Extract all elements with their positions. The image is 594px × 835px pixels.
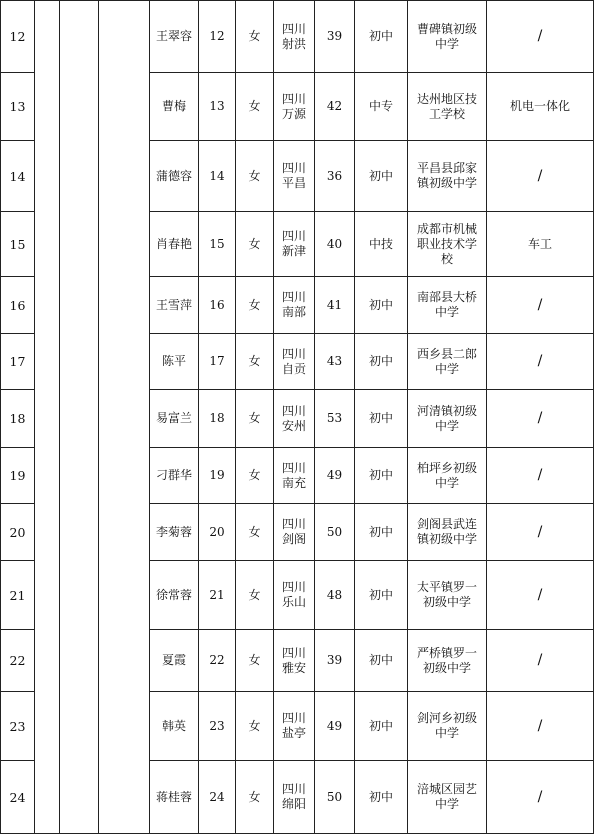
major-cell: / (487, 504, 594, 561)
major-cell: / (487, 390, 594, 448)
major-cell: / (487, 141, 594, 212)
education-cell: 初中 (355, 761, 408, 834)
row-index: 19 (1, 448, 35, 504)
origin-cell: 四川剑阁 (274, 504, 315, 561)
major-cell: 机电一体化 (487, 73, 594, 141)
row-index: 21 (1, 561, 35, 630)
school-cell: 达州地区技工学校 (408, 73, 487, 141)
name-cell: 夏霞 (150, 630, 199, 692)
name-cell: 韩英 (150, 692, 199, 761)
major-cell: / (487, 448, 594, 504)
gender-cell: 女 (236, 448, 274, 504)
major-cell: / (487, 561, 594, 630)
no-cell: 24 (199, 761, 236, 834)
major-cell: / (487, 1, 594, 73)
gender-cell: 女 (236, 334, 274, 390)
merged-cell (35, 1, 60, 834)
school-cell: 剑河乡初级中学 (408, 692, 487, 761)
school-cell: 柏坪乡初级中学 (408, 448, 487, 504)
age-cell: 43 (315, 334, 355, 390)
origin-cell: 四川南充 (274, 448, 315, 504)
age-cell: 53 (315, 390, 355, 448)
school-cell: 曹碑镇初级中学 (408, 1, 487, 73)
gender-cell: 女 (236, 212, 274, 277)
gender-cell: 女 (236, 1, 274, 73)
origin-cell: 四川平昌 (274, 141, 315, 212)
origin-cell: 四川安州 (274, 390, 315, 448)
gender-cell: 女 (236, 277, 274, 334)
no-cell: 15 (199, 212, 236, 277)
no-cell: 20 (199, 504, 236, 561)
gender-cell: 女 (236, 390, 274, 448)
gender-cell: 女 (236, 141, 274, 212)
age-cell: 41 (315, 277, 355, 334)
major-cell: 车工 (487, 212, 594, 277)
origin-cell: 四川万源 (274, 73, 315, 141)
row-index: 14 (1, 141, 35, 212)
name-cell: 易富兰 (150, 390, 199, 448)
school-cell: 剑阁县武连镇初级中学 (408, 504, 487, 561)
age-cell: 39 (315, 630, 355, 692)
gender-cell: 女 (236, 504, 274, 561)
origin-cell: 四川新津 (274, 212, 315, 277)
major-cell: / (487, 334, 594, 390)
origin-cell: 四川乐山 (274, 561, 315, 630)
school-cell: 严桥镇罗一初级中学 (408, 630, 487, 692)
row-index: 13 (1, 73, 35, 141)
education-cell: 中专 (355, 73, 408, 141)
row-index: 24 (1, 761, 35, 834)
name-cell: 王翠容 (150, 1, 199, 73)
education-cell: 初中 (355, 448, 408, 504)
major-cell: / (487, 692, 594, 761)
name-cell: 蒲德容 (150, 141, 199, 212)
name-cell: 肖春艳 (150, 212, 199, 277)
row-index: 22 (1, 630, 35, 692)
no-cell: 13 (199, 73, 236, 141)
row-index: 17 (1, 334, 35, 390)
school-cell: 太平镇罗一初级中学 (408, 561, 487, 630)
no-cell: 16 (199, 277, 236, 334)
age-cell: 48 (315, 561, 355, 630)
major-cell: / (487, 277, 594, 334)
name-cell: 徐常蓉 (150, 561, 199, 630)
school-cell: 成都市机械职业技术学校 (408, 212, 487, 277)
major-cell: / (487, 761, 594, 834)
school-cell: 南部县大桥中学 (408, 277, 487, 334)
row-index: 18 (1, 390, 35, 448)
name-cell: 李菊蓉 (150, 504, 199, 561)
no-cell: 17 (199, 334, 236, 390)
row-index: 12 (1, 1, 35, 73)
merged-cell (60, 1, 99, 834)
row-index: 23 (1, 692, 35, 761)
name-cell: 王雪萍 (150, 277, 199, 334)
education-cell: 初中 (355, 277, 408, 334)
name-cell: 蒋桂蓉 (150, 761, 199, 834)
education-cell: 初中 (355, 692, 408, 761)
gender-cell: 女 (236, 73, 274, 141)
school-cell: 涪城区园艺中学 (408, 761, 487, 834)
origin-cell: 四川射洪 (274, 1, 315, 73)
row-index: 16 (1, 277, 35, 334)
origin-cell: 四川雅安 (274, 630, 315, 692)
origin-cell: 四川南部 (274, 277, 315, 334)
education-cell: 初中 (355, 630, 408, 692)
row-index: 20 (1, 504, 35, 561)
no-cell: 19 (199, 448, 236, 504)
education-cell: 初中 (355, 334, 408, 390)
education-cell: 初中 (355, 390, 408, 448)
no-cell: 12 (199, 1, 236, 73)
age-cell: 50 (315, 761, 355, 834)
age-cell: 42 (315, 73, 355, 141)
origin-cell: 四川绵阳 (274, 761, 315, 834)
age-cell: 39 (315, 1, 355, 73)
school-cell: 河清镇初级中学 (408, 390, 487, 448)
school-cell: 平昌县邱家镇初级中学 (408, 141, 487, 212)
education-cell: 初中 (355, 141, 408, 212)
origin-cell: 四川自贡 (274, 334, 315, 390)
school-cell: 西乡县二郎中学 (408, 334, 487, 390)
table-row (1, 1, 594, 73)
name-cell: 陈平 (150, 334, 199, 390)
no-cell: 14 (199, 141, 236, 212)
age-cell: 36 (315, 141, 355, 212)
education-cell: 初中 (355, 1, 408, 73)
education-cell: 初中 (355, 561, 408, 630)
gender-cell: 女 (236, 561, 274, 630)
row-index: 15 (1, 212, 35, 277)
age-cell: 50 (315, 504, 355, 561)
no-cell: 23 (199, 692, 236, 761)
origin-cell: 四川盐亭 (274, 692, 315, 761)
gender-cell: 女 (236, 761, 274, 834)
major-cell: / (487, 630, 594, 692)
education-cell: 中技 (355, 212, 408, 277)
age-cell: 40 (315, 212, 355, 277)
age-cell: 49 (315, 692, 355, 761)
no-cell: 18 (199, 390, 236, 448)
name-cell: 曹梅 (150, 73, 199, 141)
gender-cell: 女 (236, 630, 274, 692)
gender-cell: 女 (236, 692, 274, 761)
education-cell: 初中 (355, 504, 408, 561)
no-cell: 21 (199, 561, 236, 630)
age-cell: 49 (315, 448, 355, 504)
no-cell: 22 (199, 630, 236, 692)
merged-cell (99, 1, 150, 834)
name-cell: 刁群华 (150, 448, 199, 504)
